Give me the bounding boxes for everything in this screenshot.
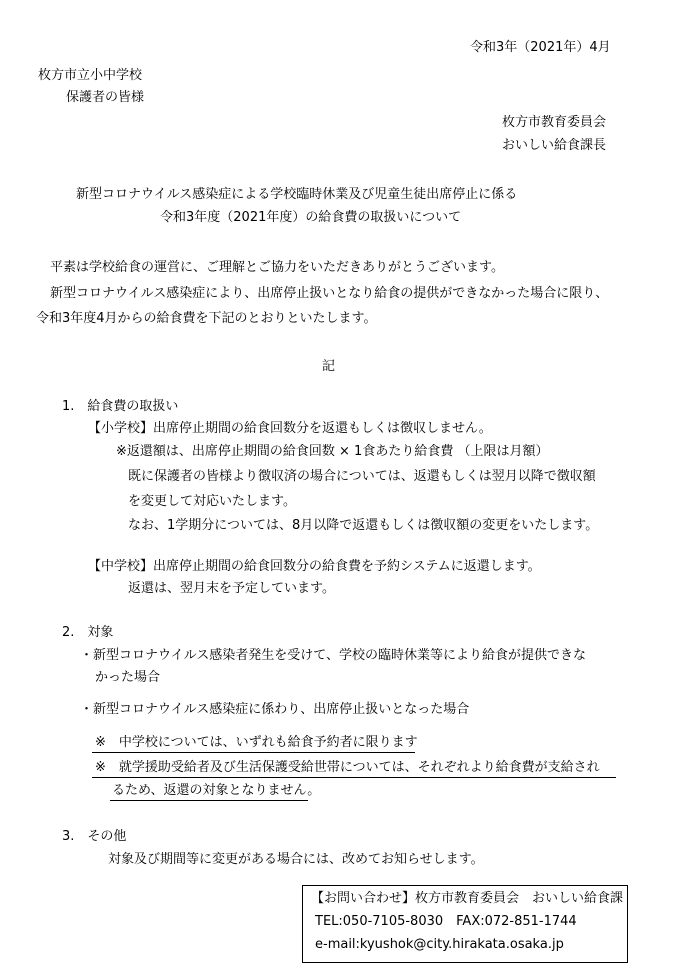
- recipient-guardians: 保護者の皆様: [66, 90, 145, 105]
- contact-phone-fax: TEL:050-7105-8030 FAX:072-851-1744: [315, 914, 577, 929]
- target-bullet-1-line-1: ・新型コロナウイルス感染者発生を受けて、学校の臨時休業等により給食が提供できな: [80, 648, 586, 663]
- section-3-heading: 3. その他: [62, 829, 127, 844]
- junior-high-reservation-note: ※ 中学校については、いずれも給食予約者に限ります: [95, 735, 418, 750]
- section-1-heading: 1. 給食費の取扱い: [62, 399, 179, 414]
- assistance-note-underline-2: [110, 800, 308, 801]
- recipient-school: 枚方市立小中学校: [38, 68, 143, 83]
- intro-line-1: 平素は学校給食の運営に、ご理解とご協力をいただきありがとうございます。: [50, 260, 504, 275]
- assistance-note-line-1: ※ 就学援助受給者及び生活保護受給世帯については、それぞれより給食費が支給され: [95, 760, 600, 775]
- section-2-heading: 2. 対象: [62, 625, 114, 640]
- intro-line-2: 新型コロナウイルス感染症により、出席停止扱いとなり給食の提供ができなかった場合に限り、: [50, 286, 609, 301]
- target-bullet-1-line-2: かった場合: [95, 670, 161, 685]
- assistance-note-line-2: るため、返還の対象となりません。: [112, 783, 321, 798]
- title-line-1: 新型コロナウイルス感染症による学校臨時休業及び児童生徒出席停止に係る: [76, 187, 518, 202]
- junior-high-note-underline: [92, 752, 415, 753]
- title-line-2: 令和3年度（2021年度）の給食費の取扱いについて: [160, 210, 462, 225]
- intro-line-3: 令和3年度4月からの給食費を下記のとおりといたします。: [36, 311, 377, 326]
- junior-high-refund-timing: 返還は、翌月末を予定しています。: [128, 581, 335, 596]
- other-notice: 対象及び期間等に変更がある場合には、改めてお知らせします。: [108, 852, 484, 867]
- assistance-note-underline-1: [92, 777, 616, 778]
- junior-high-policy: 【中学校】出席停止期間の給食回数分の給食費を予約システムに返還します。: [88, 559, 541, 574]
- document-date: 令和3年（2021年）4月: [470, 40, 611, 55]
- ki-heading: 記: [322, 359, 336, 374]
- already-collected-note-line-2: を変更して対応いたします。: [128, 494, 296, 509]
- refund-calculation-note: ※返還額は、出席停止期間の給食回数 × 1食あたり給食費 （上限は月額）: [116, 444, 549, 459]
- target-bullet-2: ・新型コロナウイルス感染症に係わり、出席停止扱いとなった場合: [80, 702, 470, 717]
- contact-email: e-mail:kyushok@city.hirakata.osaka.jp: [315, 937, 564, 952]
- contact-title: 【お問い合わせ】枚方市教育委員会 おいしい給食課: [311, 891, 624, 906]
- contact-box: [302, 885, 628, 963]
- elementary-policy: 【小学校】出席停止期間の給食回数分を返還もしくは徴収しません。: [88, 421, 492, 436]
- sender-board: 枚方市教育委員会: [502, 115, 607, 130]
- sender-section-chief: おいしい給食課長: [502, 138, 607, 153]
- already-collected-note-line-1: 既に保護者の皆様より徴収済の場合については、返還もしくは翌月以降で徴収額: [128, 469, 596, 484]
- first-term-note: なお、1学期分については、8月以降で返還もしくは徴収額の変更をいたします。: [128, 518, 599, 533]
